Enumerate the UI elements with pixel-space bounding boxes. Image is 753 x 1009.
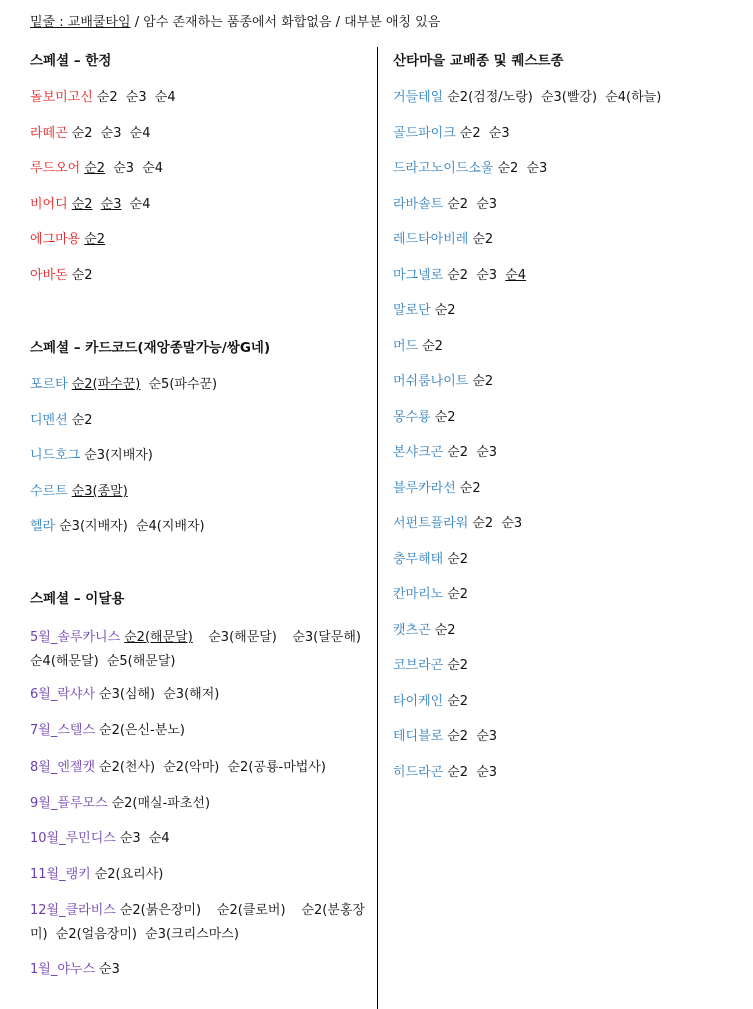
species-entry xyxy=(393,583,472,607)
column-divider xyxy=(377,47,378,1009)
breeding-value: 순2 xyxy=(434,623,456,638)
breeding-value: 순3(해저) xyxy=(163,687,220,702)
species-name: 9월_플루모스 xyxy=(30,796,108,811)
species-name: 포르타 xyxy=(30,377,68,392)
breeding-value: 순2 xyxy=(447,197,469,212)
legend-no-harmony-note: 암수 존재하는 품종에서 화합없음 xyxy=(143,15,332,30)
breeding-value: 순2(분홍장미) xyxy=(30,903,365,942)
species-entry xyxy=(30,444,157,468)
breeding-value: 순3 xyxy=(476,765,498,780)
species-entry xyxy=(393,122,514,146)
species-entry xyxy=(393,512,526,536)
breeding-value-cooldown: 순3(종말) xyxy=(71,484,128,499)
breeding-value: 순3 xyxy=(476,268,498,283)
breeding-value: 순5(파수꾼) xyxy=(148,377,218,392)
breeding-value: 순2 xyxy=(447,694,469,709)
species-name: 10월_루민디스 xyxy=(30,831,116,846)
breeding-value: 순2 xyxy=(71,268,93,283)
species-name: 8월_엔젤캣 xyxy=(30,760,96,775)
breeding-value: 순3 xyxy=(113,161,135,176)
breeding-value: 순3 xyxy=(488,126,510,141)
breeding-value: 순3 xyxy=(99,962,120,977)
species-entry xyxy=(393,299,460,323)
section-title: 스페셜 – 이달용 xyxy=(30,591,125,607)
species-name: 6월_락샤사 xyxy=(30,687,96,702)
species-entry xyxy=(30,515,209,539)
breeding-value-cooldown: 순2 xyxy=(84,232,106,247)
section-title: 스페셜 – 카드코드(재앙종말가능/쌍G네) xyxy=(30,340,271,356)
species-entry xyxy=(393,370,497,394)
species-name: 루드오어 xyxy=(30,161,81,176)
breeding-value: 순4 xyxy=(148,831,170,846)
species-name: 코브라곤 xyxy=(393,658,444,673)
breeding-value-cooldown: 순2(파수꾼) xyxy=(71,377,141,392)
breeding-value: 순2 xyxy=(71,413,93,428)
breeding-value: 순2 xyxy=(447,445,469,460)
species-entry xyxy=(30,193,155,217)
species-name: 충무해태 xyxy=(393,552,444,567)
breeding-value: 순2 xyxy=(497,161,519,176)
species-name: 서펀트플라워 xyxy=(393,516,469,531)
species-name: 돌보미고신 xyxy=(30,90,93,105)
species-entry xyxy=(393,157,551,181)
species-entry xyxy=(393,548,472,572)
breeding-value: 순2(얼음장미) xyxy=(55,927,137,942)
breeding-value: 순4(지배자) xyxy=(135,519,205,534)
species-name: 7월_스텔스 xyxy=(30,723,96,738)
species-name: 드라고노이드소울 xyxy=(393,161,494,176)
breeding-value: 순3 xyxy=(526,161,548,176)
breeding-value: 순3 xyxy=(476,197,498,212)
breeding-value: 순2 xyxy=(472,374,494,389)
breeding-value: 순3 xyxy=(476,729,498,744)
species-entry xyxy=(393,441,501,465)
breeding-value: 순3(심해) xyxy=(99,687,156,702)
species-name: 1월_야누스 xyxy=(30,962,96,977)
species-entry xyxy=(30,480,132,504)
breeding-value: 순3 xyxy=(476,445,498,460)
section-title: 스페셜 – 한정 xyxy=(30,53,112,69)
legend-header xyxy=(30,14,440,32)
breeding-value: 순2(붉은장미) xyxy=(119,903,202,918)
species-entry xyxy=(30,122,155,146)
breeding-value: 순2 xyxy=(447,729,469,744)
breeding-value: 순3 xyxy=(125,90,147,105)
species-entry xyxy=(30,626,365,674)
breeding-value-cooldown: 순2 xyxy=(71,197,93,212)
breeding-value: 순5(해문달) xyxy=(106,654,176,669)
breeding-value: 순4 xyxy=(129,126,151,141)
breeding-value-cooldown: 순2(해문달) xyxy=(124,630,193,645)
species-entry xyxy=(30,373,221,397)
species-name: 마그넬로 xyxy=(393,268,444,283)
species-entry xyxy=(393,264,530,288)
breeding-value-cooldown: 순3 xyxy=(100,197,122,212)
breeding-value: 순2 xyxy=(422,339,443,354)
breeding-value: 순2(은신-분노) xyxy=(99,723,185,738)
breeding-value: 순2 xyxy=(472,232,494,247)
species-name: 머쉬룸나이트 xyxy=(393,374,469,389)
species-entry xyxy=(30,228,109,252)
breeding-value: 순2 xyxy=(71,126,93,141)
species-name: 블루카라선 xyxy=(393,481,456,496)
breeding-value: 순3(지배자) xyxy=(59,519,128,534)
species-name: 헬라 xyxy=(30,519,56,534)
species-name: 디멘션 xyxy=(30,413,68,428)
species-entry xyxy=(393,86,665,110)
legend-underline-note: 밑줄 : 교배쿨타임 xyxy=(30,15,131,30)
breeding-value: 순3(빨강) xyxy=(540,90,598,105)
breeding-value: 순4 xyxy=(154,90,176,105)
breeding-value: 순2(공룡-마법사) xyxy=(227,760,326,775)
species-entry xyxy=(30,827,174,851)
species-name: 몽수룡 xyxy=(393,410,431,425)
species-entry xyxy=(393,619,460,643)
species-name: 수르트 xyxy=(30,484,68,499)
breeding-value: 순4 xyxy=(129,197,151,212)
breeding-value: 순4(하늘) xyxy=(605,90,662,105)
breeding-value: 순2 xyxy=(447,268,469,283)
species-entry xyxy=(30,792,214,816)
species-entry xyxy=(30,719,189,743)
breeding-value-cooldown: 순2 xyxy=(84,161,106,176)
species-name: 레드타아비레 xyxy=(393,232,469,247)
species-entry xyxy=(393,193,501,217)
species-name: 비어디 xyxy=(30,197,68,212)
breeding-value: 순3(지배자) xyxy=(84,448,153,463)
species-entry xyxy=(30,264,97,288)
breeding-value: 순4 xyxy=(142,161,164,176)
species-name: 5월_솔루카니스 xyxy=(30,630,121,645)
species-entry xyxy=(393,228,497,252)
breeding-value: 순3(해문달) xyxy=(208,630,277,645)
section-title: 산타마을 교배종 및 퀘스트종 xyxy=(393,53,564,69)
species-entry xyxy=(30,86,180,110)
species-name: 아바돈 xyxy=(30,268,68,283)
breeding-value: 순2(클로버) xyxy=(216,903,286,918)
breeding-value: 순2 xyxy=(472,516,494,531)
species-entry xyxy=(30,863,167,887)
species-entry xyxy=(30,157,167,181)
species-name: 히드라곤 xyxy=(393,765,444,780)
species-entry xyxy=(393,761,501,785)
breeding-value: 순2 xyxy=(447,658,469,673)
species-name: 칸마리노 xyxy=(393,587,444,602)
breeding-value: 순2 xyxy=(459,126,481,141)
breeding-value: 순2(요리사) xyxy=(94,867,164,882)
species-entry xyxy=(30,683,223,707)
species-name: 테디블로 xyxy=(393,729,444,744)
breeding-value: 순3(달문해) xyxy=(292,630,361,645)
species-entry xyxy=(393,725,501,749)
species-entry xyxy=(393,335,447,359)
breeding-value-cooldown: 순4 xyxy=(505,268,527,283)
species-name: 골드파이크 xyxy=(393,126,456,141)
breeding-value: 순3 xyxy=(119,831,141,846)
breeding-value: 순2(검정/노랑) xyxy=(447,90,533,105)
species-entry xyxy=(393,477,485,501)
breeding-value: 순2 xyxy=(434,410,456,425)
breeding-value: 순2 xyxy=(96,90,118,105)
species-entry xyxy=(30,958,124,982)
species-name: 라떼곤 xyxy=(30,126,68,141)
species-entry xyxy=(30,409,97,433)
species-name: 본샤크곤 xyxy=(393,445,444,460)
breeding-value: 순2 xyxy=(447,587,469,602)
species-name: 에그마용 xyxy=(30,232,81,247)
breeding-value: 순2 xyxy=(447,765,469,780)
species-entry xyxy=(393,654,472,678)
breeding-value: 순2(악마) xyxy=(163,760,220,775)
species-name: 12월_클라비스 xyxy=(30,903,116,918)
breeding-value: 순2(매실-파초선) xyxy=(111,796,211,811)
species-name: 니드호그 xyxy=(30,448,81,463)
species-name: 타이케인 xyxy=(393,694,444,709)
species-entry xyxy=(30,899,365,947)
species-name: 캣츠곤 xyxy=(393,623,431,638)
breeding-value: 순2(천사) xyxy=(99,760,156,775)
breeding-value: 순3 xyxy=(100,126,122,141)
species-entry xyxy=(393,406,460,430)
breeding-value: 순2 xyxy=(434,303,456,318)
species-name: 말로단 xyxy=(393,303,431,318)
breeding-value: 순3(크리스마스) xyxy=(145,927,239,942)
species-name: 머드 xyxy=(393,339,419,354)
legend-separator: / xyxy=(331,15,345,30)
legend-separator: / xyxy=(130,15,144,30)
breeding-value: 순4(해문달) xyxy=(30,654,99,669)
species-entry xyxy=(30,756,330,780)
breeding-value: 순2 xyxy=(447,552,469,567)
species-name: 거들테일 xyxy=(393,90,444,105)
species-name: 11월_랭키 xyxy=(30,867,91,882)
legend-nickname-note: 대부분 애칭 있음 xyxy=(344,15,441,30)
breeding-value: 순2 xyxy=(459,481,481,496)
breeding-value: 순3 xyxy=(501,516,523,531)
species-entry xyxy=(393,690,472,714)
species-name: 라바솔트 xyxy=(393,197,444,212)
